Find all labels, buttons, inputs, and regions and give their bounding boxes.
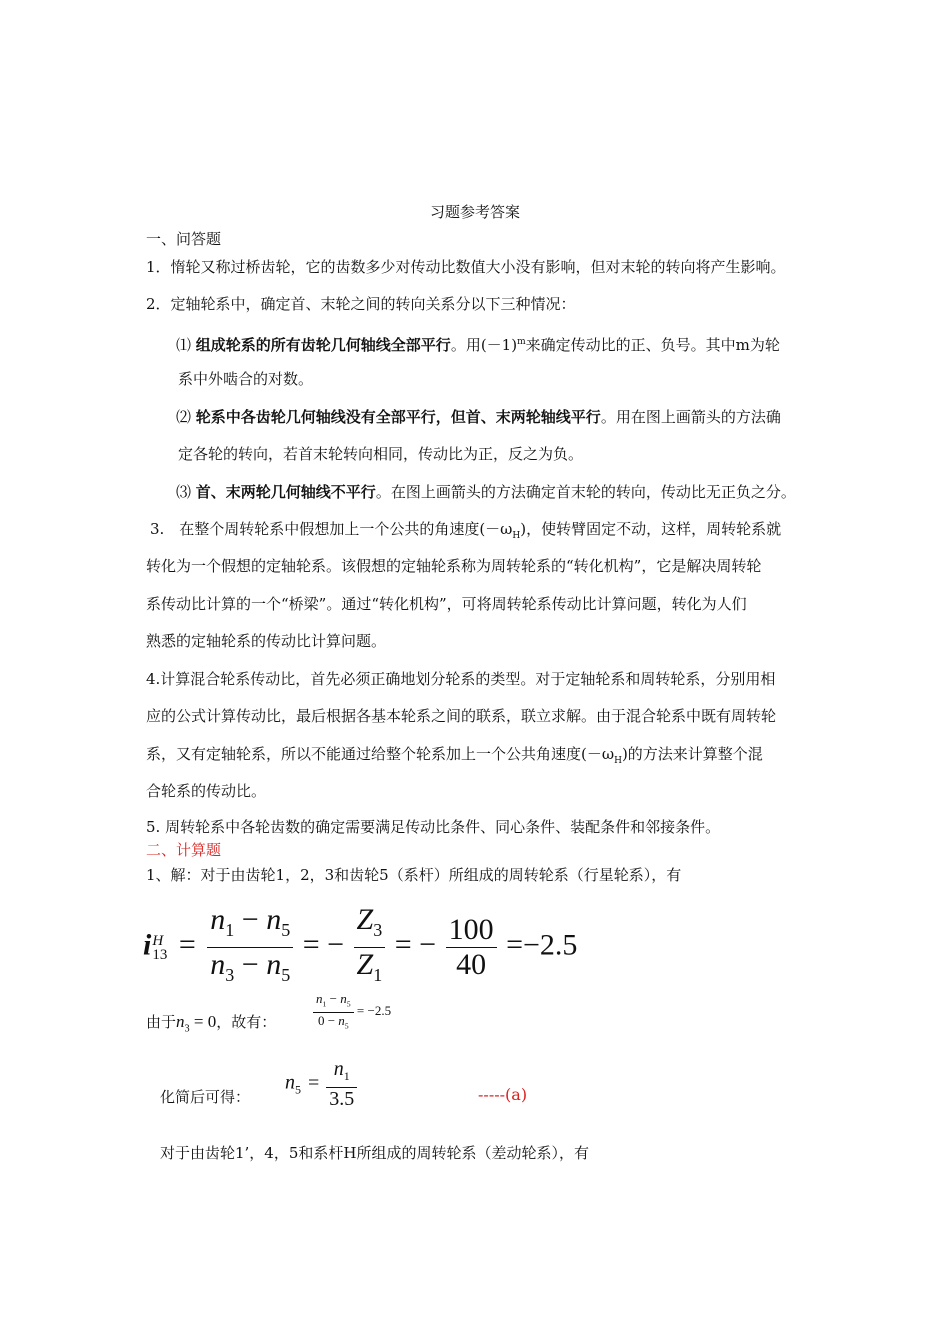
answer-3-text-a: 3. 在整个周转轮系中假想加上一个公共的角速度(－ω (150, 520, 513, 538)
answer-3-text-b: )，使转臂固定不动，这样，周转轮系就 (520, 520, 782, 538)
since-zero: = 0 (193, 1012, 217, 1031)
eq2-den-zero: 0 − (317, 1012, 336, 1028)
answer-4-line-4: 合轮系的传动比。 (146, 782, 267, 800)
eq2-result: = −2.5 (356, 1003, 392, 1019)
answer-5: 5. 周转轮系中各轮齿数的确定需要满足传动比条件、同心条件、装配条件和邻接条件。 (146, 818, 721, 836)
case-1-sup: m (517, 337, 526, 347)
eq3-den: 3.5 (329, 1088, 355, 1110)
eq1-z3: Z (356, 903, 374, 936)
eq2-n1-sub: 1 (322, 999, 327, 1009)
eq1-result: −2.5 (522, 928, 578, 962)
answer-2-case-1-cont: 系中外啮合的对数。 (178, 370, 314, 388)
case-1-number: ⑴ (176, 336, 192, 354)
eq1-i-sup: H (152, 932, 164, 949)
eq1-n5b: n (266, 948, 282, 981)
eq3-n5-sub: 5 (295, 1082, 301, 1097)
eq1-z3-sub: 3 (373, 920, 383, 940)
case-2-text: 。用在图上画箭头的方法确 (600, 408, 781, 426)
eq3-n5: n (285, 1071, 295, 1094)
answer-2-case-1 (176, 331, 780, 356)
answer-1: 1．惰轮又称过桥齿轮，它的齿数多少对传动比数值大小没有影响，但对末轮的转向将产生影响。 (146, 258, 786, 276)
answer-3-sub: H (512, 531, 521, 541)
answer-2-case-2 (176, 406, 781, 428)
answer-4-text-b: )的方法来计算整个混 (621, 745, 763, 763)
eq1-i: i (143, 928, 152, 962)
since-n3: n (176, 1012, 185, 1031)
equation-3: $n_5$ = $\frac{n_1}{3.5}$ (285, 1058, 357, 1110)
eq2-n5b: n (338, 1012, 345, 1028)
answer-4-sub: H (614, 756, 622, 766)
eq1-n3: n (210, 948, 226, 981)
eq1-z1: Z (356, 948, 374, 981)
answer-4-text-a: 系，又有定轴轮系，所以不能通过给整个轮系加上一个公共角速度(－ω (146, 745, 615, 763)
eq2-n5b-sub: 5 (344, 1021, 349, 1031)
eq1-n3-sub: 3 (225, 965, 235, 985)
case-1-bold: 组成轮系的所有齿轮几何轴线全部平行 (195, 336, 451, 354)
answer-4-line-1: 4.计算混合轮系传动比，首先必须正确地划分轮系的类型。对于定轴轮系和周转轮系，分别用相 (146, 670, 776, 688)
eq1-n1: n (210, 903, 226, 936)
answer-3-line-1 (150, 518, 781, 547)
answer-3-line-4: 熟悉的定轴轮系的传动比计算问题。 (146, 632, 387, 650)
differential-intro: 对于由齿轮1’，4，5和系杆H所组成的周转轮系（差动轮系），有 (160, 1144, 589, 1162)
eq1-den-value: 40 (456, 948, 487, 981)
eq1-n5-sub: 5 (281, 920, 291, 940)
eq1-n5: n (266, 903, 282, 936)
equation-2: $\frac{n_1 - n_5}{0 - n_5}$ = −2.5 (313, 991, 391, 1033)
simplify-text: 化简后可得： (160, 1088, 251, 1106)
case-3-number: ⑶ (176, 483, 192, 501)
answer-2: 2．定轴轮系中，确定首、末轮之间的转向关系分以下三种情况： (146, 295, 576, 313)
case-3-bold: 首、末两轮几何轴线不平行 (195, 483, 376, 501)
answer-3-line-3: 系传动比计算的一个“桥梁”。通过“转化机构”，可将周转轮系传动比计算问题，转化为人们 (146, 595, 747, 613)
eq1-z1-sub: 1 (373, 965, 383, 985)
equation-label-a: -----(a) (478, 1085, 528, 1104)
since-text: 由于 (146, 1013, 177, 1031)
answer-2-case-3 (176, 481, 796, 503)
eq2-n1: n (316, 991, 323, 1006)
solution-1-intro: 1、解：对于由齿轮1，2，3和齿轮5（系杆）所组成的周转轮系（行星轮系），有 (146, 866, 682, 884)
since-line (146, 1011, 276, 1040)
section-heading-calc: 二、计算题 (146, 841, 222, 859)
answer-3-line-2: 转化为一个假想的定轴轮系。该假想的定轴轮系称为周转轮系的“转化机构”，它是解决周转轮 (146, 557, 762, 575)
case-1-text-a: 。用(－1) (450, 336, 518, 354)
case-3-text: 。在图上画箭头的方法确定首末轮的转向，传动比无正负之分。 (375, 483, 796, 501)
eq2-n5-sub: 5 (346, 999, 351, 1009)
equation-1: i H 13 = $\frac{n_1 - n_5}{n_3 - n_5}$ = − $\frac{Z_3}{Z_1}$ = − $\frac{100}{40}$ =−2.5 (143, 903, 578, 985)
page-title: 习题参考答案 (429, 203, 520, 221)
eq3-n1: n (333, 1058, 344, 1080)
answer-4-line-2: 应的公式计算传动比，最后根据各基本轮系之间的联系，联立求解。由于混合轮系中既有周转轮 (146, 707, 777, 725)
section-heading-qa: 一、问答题 (146, 230, 222, 248)
since-n3-sub: 3 (184, 1023, 190, 1035)
case-2-number: ⑵ (176, 408, 192, 426)
eq2-n5: n (340, 991, 347, 1006)
answer-2-case-2-cont: 定各轮的转向，若首末轮转向相同，传动比为正，反之为负。 (178, 445, 584, 463)
therefore-text: ，故有： (216, 1013, 277, 1031)
eq3-n1-sub: 1 (343, 1069, 350, 1083)
answer-4-line-3 (146, 743, 763, 772)
case-1-text-b: 来确定传动比的正、负号。其中m为轮 (525, 336, 780, 354)
eq1-i-sub: 13 (152, 946, 168, 963)
eq1-n1-sub: 1 (225, 920, 235, 940)
eq1-num-value: 100 (446, 913, 497, 948)
eq1-n5b-sub: 5 (281, 965, 291, 985)
case-2-bold: 轮系中各齿轮几何轴线没有全部平行，但首、末两轮轴线平行 (195, 408, 601, 426)
